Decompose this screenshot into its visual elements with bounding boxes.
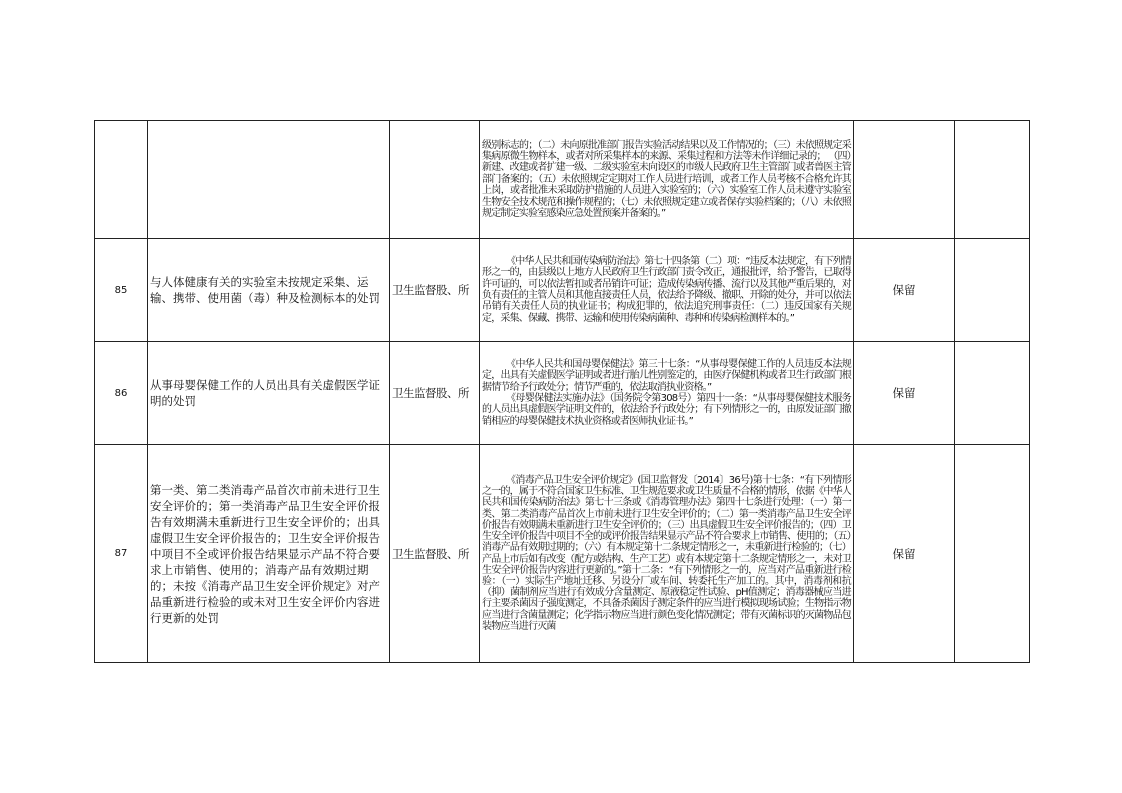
remarks xyxy=(955,121,1030,239)
department xyxy=(390,121,480,239)
regulation-table xyxy=(94,120,1030,663)
legal-basis xyxy=(480,121,854,239)
result xyxy=(854,121,955,239)
row-number: 86 xyxy=(95,342,148,445)
department: 卫生监督股、所 xyxy=(390,239,480,342)
basis-paragraph: 《母婴保健法实施办法》（国务院令第308号）第四十一条：“从事母婴保健技术服务的人员出具虚假医学证明文件的，依法给予行政处分；有下列情形之一的，由原发证部门撤销相应的母婴保健技术执业资格或者医师执业证书。” xyxy=(482,393,851,427)
item-name: 第一类、第二类消毒产品首次市前未进行卫生安全评价的；第一类消毒产品卫生安全评价报告有效期满未重新进行卫生安全评价的；出具虚假卫生安全评价报告的；卫生安全评价报告中项目不全或评价报告结果显示产品不符合要求上市销售、使用的；消毒产品有效期过期的；未按《消毒产品卫生安全评价规定》对产品重新进行检验的或未对卫生安全评价内容进行更新的处罚 xyxy=(148,445,390,663)
basis-paragraph: 级别标志的；（二）未向原批准部门报告实验活动结果以及工作情况的；（三）未依照规定采集病原微生物样本，或者对所采集样本的来源、采集过程和方法等未作详细记录的； （四）新建、改建或者扩建一级、二级实验室未向设区的市级人民政府卫生主管部门或者兽医主管部门备案的；（五）未依照规定定期对工作人员进行培训，或者工作人员考核不合格允许其上岗，或者批准未采取防护措施的人员进入实验室的；（六）实验室工作人员未遵守实验室生物安全技术规范和操作规程的；（七）未依照规定建立或者保存实验档案的；（八）未依照规定制定实验室感染应急处置预案并备案的。” xyxy=(482,139,851,220)
table-row xyxy=(95,121,1030,239)
legal-basis xyxy=(480,445,854,663)
item-name: 从事母婴保健工作的人员出具有关虚假医学证明的处罚 xyxy=(148,342,390,445)
result: 保留 xyxy=(854,342,955,445)
legal-basis xyxy=(480,239,854,342)
basis-paragraph: 《中华人民共和国母婴保健法》第三十七条：“从事母婴保健工作的人员违反本法规定，出具有关虚假医学证明或者进行胎儿性别鉴定的，由医疗保健机构或者卫生行政部门根据情节给予行政处分；情节严重的，依法取消执业资格。” xyxy=(482,358,851,393)
item-name xyxy=(148,121,390,239)
result: 保留 xyxy=(854,445,955,663)
result: 保留 xyxy=(854,239,955,342)
table-row xyxy=(95,342,1030,445)
department: 卫生监督股、所 xyxy=(390,445,480,663)
row-number: 87 xyxy=(95,445,148,663)
row-number xyxy=(95,121,148,239)
table-row xyxy=(95,445,1030,663)
remarks xyxy=(955,445,1030,663)
row-number: 85 xyxy=(95,239,148,342)
legal-basis xyxy=(480,342,854,445)
basis-paragraph: 《中华人民共和国传染病防治法》第七十四条第（二）项：“违反本法规定，有下列情形之一的，由县级以上地方人民政府卫生行政部门责令改正，通报批评，给予警告，已取得许可证的，可以依法暂扣或者吊销许可证；造成传染病传播、流行以及其他严重后果的，对负有责任的主管人员和其他直接责任人员，依法给予降级、撤职、开除的处分，并可以依法吊销有关责任人员的执业证书；构成犯罪的，依法追究刑事责任：（二）违反国家有关规定，采集、保藏、携带、运输和使用传染病菌种、毒种和传染病检测样本的。” xyxy=(482,255,851,324)
item-name: 与人体健康有关的实验室未按规定采集、运输、携带、使用菌（毒）种及检测标本的处罚 xyxy=(148,239,390,342)
table-row xyxy=(95,239,1030,342)
remarks xyxy=(955,239,1030,342)
basis-paragraph: 《消毒产品卫生安全评价规定》(国卫监督发〔2014〕36号)第十七条：“有下列情形之一的，属于不符合国家卫生标准、卫生规范要求或卫生质量不合格的情形，依据《中华人民共和国传染病防治法》第七十三条或《消毒管理办法》第四十七条进行处理：（一）第一类、第二类消毒产品首次上市前未进行卫生安全评价的；（二）第一类消毒产品卫生安全评价报告有效期满未重新进行卫生安全评价的；（三）出具虚假卫生安全评价报告的；（四）卫生安全评价报告中项目不全的或评价报告结果显示产品不符合要求上市销售、使用的；（五）消毒产品有效期过期的；（六）有本规定第十二条规定情形之一，未重新进行检验的；（七）产品上市后如有改变（配方或结构、生产工艺）或有本规定第十二条规定情形之一，未对卫生安全评价报告内容进行更新的。”第十二条：“有下列情形之一的，应当对产品重新进行检验：（一）实际生产地址迁移、另设分厂或车间、转委托生产加工的。其中，消毒剂和抗（抑）菌制剂应当进行有效成分含量测定、原液稳定性试验、pH值测定；消毒器械应当进行主要杀菌因子强度测定，不具备杀菌因子测定条件的应当进行模拟现场试验；生物指示物应当进行含菌量测定；化学指示物应当进行颜色变化情况测定；带有灭菌标识的灭菌物品包装物应当进行灭菌 xyxy=(482,475,851,632)
remarks xyxy=(955,342,1030,445)
department: 卫生监督股、所 xyxy=(390,342,480,445)
